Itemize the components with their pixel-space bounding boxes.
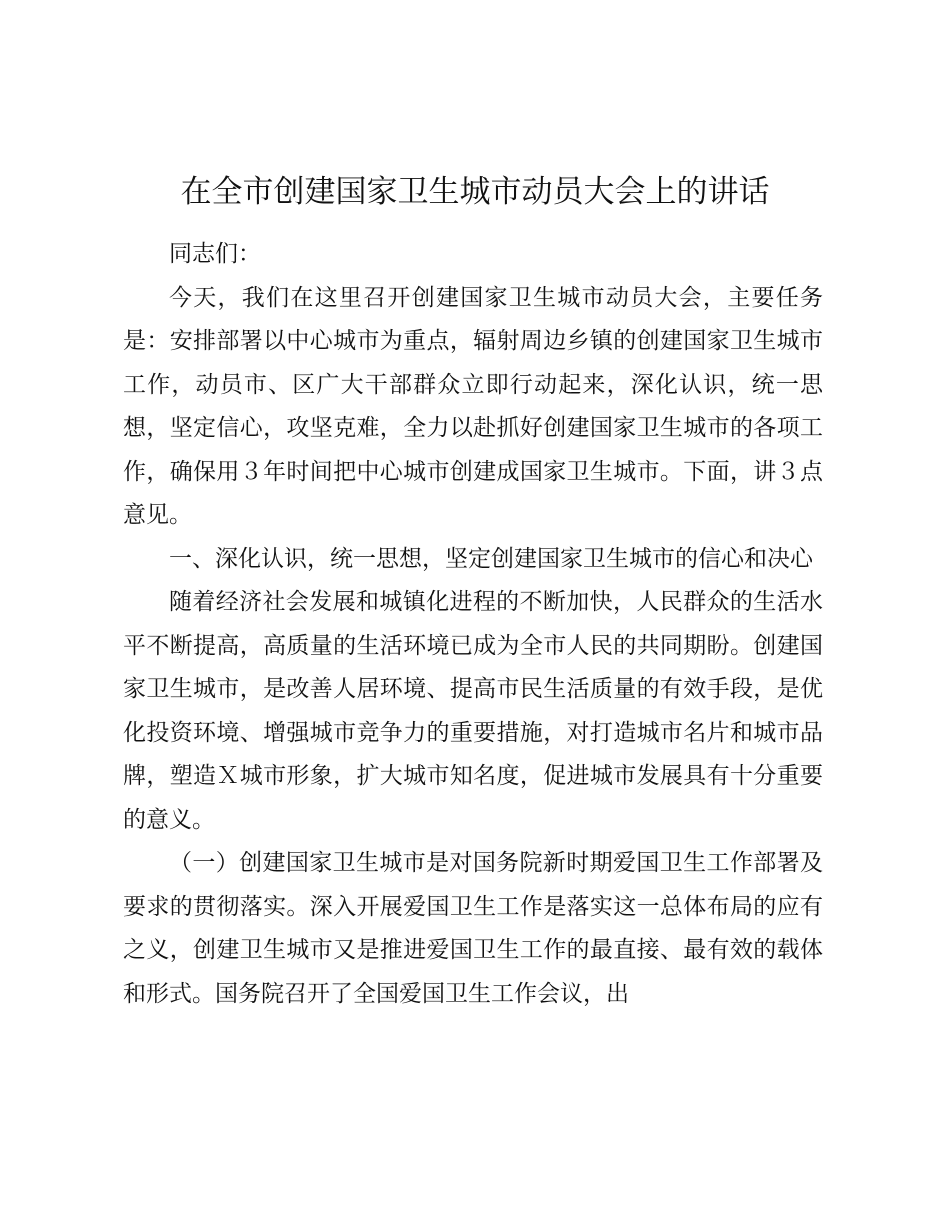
intro-paragraph: 今天，我们在这里召开创建国家卫生城市动员大会，主要任务是：安排部署以中心城市为重点，辐射周边乡镇的创建国家卫生城市工作，动员市、区广大干部群众立即行动起来，深化认识，统一思想，坚定信心，攻坚克难，全力以赴抓好创建国家卫生城市的各项工作，确保用３年时间把中心城市创建成国家卫生城市。下面，讲３点意见。: [123, 284, 823, 528]
section-1-paragraph: 随着经济社会发展和城镇化进程的不断加快，人民群众的生活水平不断提高，高质量的生活环境已成为全市人民的共同期盼。创建国家卫生城市，是改善人居环境、提高市民生活质量的有效手段，是优化投资环境、增强城市竞争力的重要措施，对打造城市名片和城市品牌，塑造Ｘ城市形象，扩大城市知名度，促进城市发展具有十分重要的意义。: [123, 589, 823, 833]
document-title: 在全市创建国家卫生城市动员大会上的讲话: [180, 174, 770, 210]
subsection-1-paragraph: （一）创建国家卫生城市是对国务院新时期爱国卫生工作部署及要求的贯彻落实。深入开展爱国卫生工作是落实这一总体布局的应有之义，创建卫生城市又是推进爱国卫生工作的最直接、最有效的载体和形式。国务院召开了全国爱国卫生工作会议，出: [123, 850, 823, 1007]
greeting-paragraph: 同志们：: [169, 241, 261, 267]
document-body: [123, 233, 823, 1016]
section-heading-1: 一、深化认识，统一思想，坚定创建国家卫生城市的信心和决心: [169, 545, 813, 572]
